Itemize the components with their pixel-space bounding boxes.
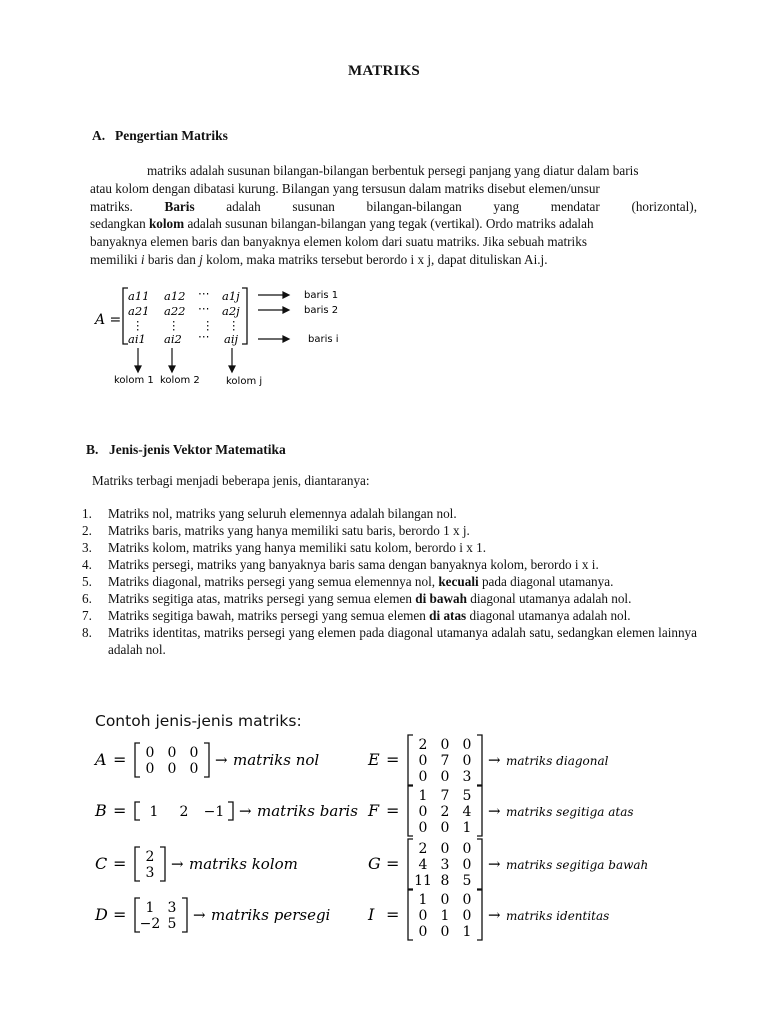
matrix-arrow-F: → [488, 802, 501, 820]
matrix-left-bracket-F [408, 786, 413, 836]
matrix-left-bracket-B [135, 802, 140, 820]
matrix-entry-I-r2c2: 1 [440, 908, 450, 924]
list-item: 2. Matriks baris, matriks yang hanya memiliki satu baris, berordo 1 x j. [82, 523, 470, 538]
matrix-arrow-E: → [488, 751, 501, 769]
matrix-right-bracket-E [477, 735, 482, 785]
matrix-name-I: I [368, 905, 375, 924]
matrix-entry-A-r1c2: 0 [167, 745, 177, 761]
matrix-arrow-G: → [488, 855, 501, 873]
column-arrows [135, 348, 235, 372]
diagram-entry-r4c4: aij [224, 332, 239, 346]
matrix-left-bracket-E [408, 735, 413, 785]
diagram-entry-r2c1: a21 [128, 304, 150, 318]
matrix-right-bracket-F [477, 786, 482, 836]
matrix-entry-B-r1c2: 2 [179, 804, 189, 820]
matrix-entry-G-r3c3: 5 [462, 873, 472, 889]
diagram-right-bracket [242, 288, 247, 344]
matrix-right-bracket-D [182, 898, 187, 932]
para-line-6: memiliki i baris dan j kolom, maka matriks tersebut berordo i x j, dapat dituliskan Ai.j. [90, 251, 548, 267]
matrix-left-bracket-I [408, 890, 413, 940]
col-arrow-2-head [169, 366, 175, 372]
matrix-entry-E-r2c3: 0 [462, 753, 472, 769]
para-line-1: matriks adalah susunan bilangan-bilangan berbentuk persegi panjang yang diatur dalam baris [147, 163, 639, 178]
diagram-entry-r4c1: ai1 [128, 332, 146, 346]
section-b-heading [86, 442, 286, 458]
diagram-entry-r1c2: a12 [164, 289, 186, 303]
matrix-right-bracket-A [204, 743, 209, 777]
diagram-entry-r4c3: ⋯ [198, 329, 210, 343]
matrix-entry-D-r1c1: 1 [145, 900, 155, 916]
matrix-types-list [82, 505, 697, 658]
matrix-equals-A: = [113, 750, 127, 769]
matrix-arrow-A: → [215, 751, 228, 769]
matrix-entry-I-r2c1: 0 [418, 908, 428, 924]
matrix-equals-E: = [386, 750, 400, 769]
para-line-5: banyaknya elemen baris dan banyaknya elemen kolom dari suatu matriks. Jika sebuah matriks [90, 234, 587, 250]
para-line-4: sedangkan kolom adalah susunan bilangan-bilangan yang tegak (vertikal). Ordo matriks adalah [90, 216, 594, 232]
row-label-1: baris 1 [304, 290, 339, 301]
col-arrow-1-head [135, 366, 141, 372]
matrix-entry-E-r2c1: 0 [418, 753, 428, 769]
matrix-entry-C-r1c1: 2 [145, 849, 155, 865]
matrix-entry-G-r3c1: 11 [414, 873, 432, 889]
matrix-name-B: B [95, 801, 107, 820]
matrix-entry-G-r3c2: 8 [440, 873, 450, 889]
matrix-desc-I: matriks identitas [506, 909, 610, 923]
matrix-entry-I-r3c1: 0 [418, 924, 428, 940]
matrix-desc-A: matriks nol [233, 751, 320, 769]
matrix-entry-I-r1c1: 1 [418, 892, 428, 908]
matrix-entry-E-r3c2: 0 [440, 769, 450, 785]
diagram-entry-r3c1: ⋮ [132, 318, 144, 332]
diagram-entry-r2c2: a22 [164, 304, 186, 318]
list-item: 7. Matriks segitiga bawah, matriks persegi yang semua elemen di atas diagonal utamanya adalah nol. [82, 608, 631, 623]
row-arrow-2-head [283, 307, 289, 313]
row-label-i: baris i [308, 334, 339, 345]
page-title: MATRIKS [348, 63, 420, 79]
matrix-entry-F-r2c2: 2 [440, 804, 450, 820]
matrix-entry-A-r2c3: 0 [189, 761, 199, 777]
matrix-entry-A-r1c3: 0 [189, 745, 199, 761]
matrix-desc-F: matriks segitiga atas [506, 805, 634, 819]
section-a-heading [92, 128, 228, 144]
row-arrow-1-head [283, 292, 289, 298]
matrix-name-E: E [368, 750, 380, 769]
matrix-entry-B-r1c1: 1 [149, 804, 159, 820]
col-label-2: kolom 2 [160, 375, 200, 386]
matrix-right-bracket-C [160, 847, 165, 881]
matrix-arrow-C: → [171, 855, 184, 873]
diagram-entry-r2c3: ⋯ [198, 301, 210, 315]
matrix-entry-E-r3c3: 3 [462, 769, 472, 785]
diagram-entry-r3c2: ⋮ [168, 318, 180, 332]
diagram-entry-r1c3: ⋯ [198, 286, 210, 300]
diagram-lhs: A = [95, 312, 122, 328]
matrix-desc-E: matriks diagonal [506, 754, 609, 768]
section-a-title: Pengertian Matriks [115, 128, 228, 143]
matrix-name-C: C [95, 854, 108, 873]
list-item: 5. Matriks diagonal, matriks persegi yang semua elemennya nol, kecuali pada diagonal utamanya. [82, 574, 614, 589]
matrix-entry-G-r2c3: 0 [462, 857, 472, 873]
matrix-entry-E-r2c2: 7 [440, 753, 450, 769]
matrix-left-bracket-A [135, 743, 140, 777]
matrix-equals-F: = [386, 801, 400, 820]
matrix-equals-D: = [113, 905, 127, 924]
matrix-name-A: A [95, 750, 107, 769]
matrix-entry-I-r1c3: 0 [462, 892, 472, 908]
list-item: 1. Matriks nol, matriks yang seluruh elemennya adalah bilangan nol. [82, 506, 457, 521]
matrix-diagram [90, 282, 390, 392]
matrix-entry-I-r1c2: 0 [440, 892, 450, 908]
diagram-entry-r2c4: a2j [222, 304, 240, 318]
matrix-right-bracket-B [228, 802, 233, 820]
diagram-entry-r1c1: a11 [128, 289, 150, 303]
matrix-entry-F-r3c3: 1 [462, 820, 472, 836]
col-arrow-j-head [229, 366, 235, 372]
matrix-equals-B: = [113, 801, 127, 820]
matrix-arrow-D: → [193, 906, 206, 924]
matrix-desc-D: matriks persegi [211, 906, 331, 924]
matrix-entry-F-r2c3: 4 [462, 804, 472, 820]
matrix-right-bracket-I [477, 890, 482, 940]
matrix-entry-F-r1c3: 5 [462, 788, 472, 804]
matrix-entry-F-r2c1: 0 [418, 804, 428, 820]
section-a-number: A. [92, 128, 106, 143]
matrix-entry-G-r2c2: 3 [440, 857, 450, 873]
examples-label: Contoh jenis-jenis matriks: [95, 712, 302, 730]
section-b-intro: Matriks terbagi menjadi beberapa jenis, diantaranya: [92, 473, 370, 488]
diagram-entry-r3c3: ⋮ [202, 318, 214, 332]
list-item: 4. Matriks persegi, matriks yang banyaknya baris sama dengan banyaknya kolom, berordo i x i. [82, 557, 599, 572]
col-label-j: kolom j [226, 376, 263, 387]
matrix-entry-D-r2c2: 5 [167, 916, 177, 932]
matrix-left-bracket-G [408, 839, 413, 889]
matrix-entry-F-r1c1: 1 [418, 788, 428, 804]
matrix-entry-G-r1c2: 0 [440, 841, 450, 857]
matrix-entry-F-r3c2: 0 [440, 820, 450, 836]
col-label-1: kolom 1 [114, 375, 154, 386]
list-item: 3. Matriks kolom, matriks yang hanya memiliki satu kolom, berordo i x 1. [82, 540, 486, 555]
matrix-entry-E-r3c1: 0 [418, 769, 428, 785]
matrix-arrow-I: → [488, 906, 501, 924]
matrix-entry-G-r1c1: 2 [418, 841, 428, 857]
matrix-name-G: G [368, 854, 381, 873]
row-arrow-i-head [283, 336, 289, 342]
matrix-right-bracket-G [477, 839, 482, 889]
matrix-entry-G-r1c3: 0 [462, 841, 472, 857]
matrix-name-F: F [368, 801, 380, 820]
matrix-equals-I: = [386, 905, 400, 924]
para-line-3: matriks. Baris adalah susunan bilangan-bilangan yang mendatar (horizontal), [90, 198, 697, 214]
diagram-entry-r3c4: ⋮ [228, 318, 240, 332]
matrix-entry-C-r2c1: 3 [145, 865, 155, 881]
matrix-entry-F-r1c2: 7 [440, 788, 450, 804]
matrix-entry-A-r2c2: 0 [167, 761, 177, 777]
para-line-2: atau kolom dengan dibatasi kurung. Bilangan yang tersusun dalam matriks disebut elemen/unsur [90, 180, 600, 196]
section-b-number: B. [86, 442, 99, 457]
list-item: 6. Matriks segitiga atas, matriks persegi yang semua elemen di bawah diagonal utamanya adalah nol. [82, 591, 632, 606]
section-b-title: Jenis-jenis Vektor Matematika [109, 442, 286, 457]
row-label-2: baris 2 [304, 305, 339, 316]
matrix-name-D: D [95, 905, 108, 924]
row-arrows [258, 292, 289, 342]
matrix-entry-I-r3c2: 0 [440, 924, 450, 940]
matrix-equals-G: = [386, 854, 400, 873]
examples-figure [0, 730, 768, 945]
diagram-entry-r4c2: ai2 [164, 332, 182, 346]
matrix-left-bracket-C [135, 847, 140, 881]
matrix-desc-G: matriks segitiga bawah [506, 858, 649, 872]
matrix-entry-I-r3c3: 1 [462, 924, 472, 940]
matrix-entry-I-r2c3: 0 [462, 908, 472, 924]
matrix-entry-D-r1c2: 3 [167, 900, 177, 916]
matrix-entry-F-r3c1: 0 [418, 820, 428, 836]
matrix-desc-B: matriks baris [257, 802, 358, 820]
matrix-entry-E-r1c1: 2 [418, 737, 428, 753]
section-a-paragraph [90, 162, 697, 269]
diagram-entry-r1c4: a1j [222, 289, 240, 303]
matrix-equals-C: = [113, 854, 127, 873]
matrix-entry-A-r1c1: 0 [145, 745, 155, 761]
matrix-entry-B-r1c3: −1 [203, 804, 225, 820]
matrix-entry-D-r2c1: −2 [139, 916, 161, 932]
matrix-entry-E-r1c3: 0 [462, 737, 472, 753]
matrix-arrow-B: → [239, 802, 252, 820]
matrix-entry-G-r2c1: 4 [418, 857, 428, 873]
matrix-desc-C: matriks kolom [189, 855, 298, 873]
matrix-entry-E-r1c2: 0 [440, 737, 450, 753]
matrix-entry-A-r2c1: 0 [145, 761, 155, 777]
list-item: 8. Matriks identitas, matriks persegi yang elemen pada diagonal utamanya adalah satu, sedangkan elemen lainnya adalah nol. [82, 625, 697, 657]
